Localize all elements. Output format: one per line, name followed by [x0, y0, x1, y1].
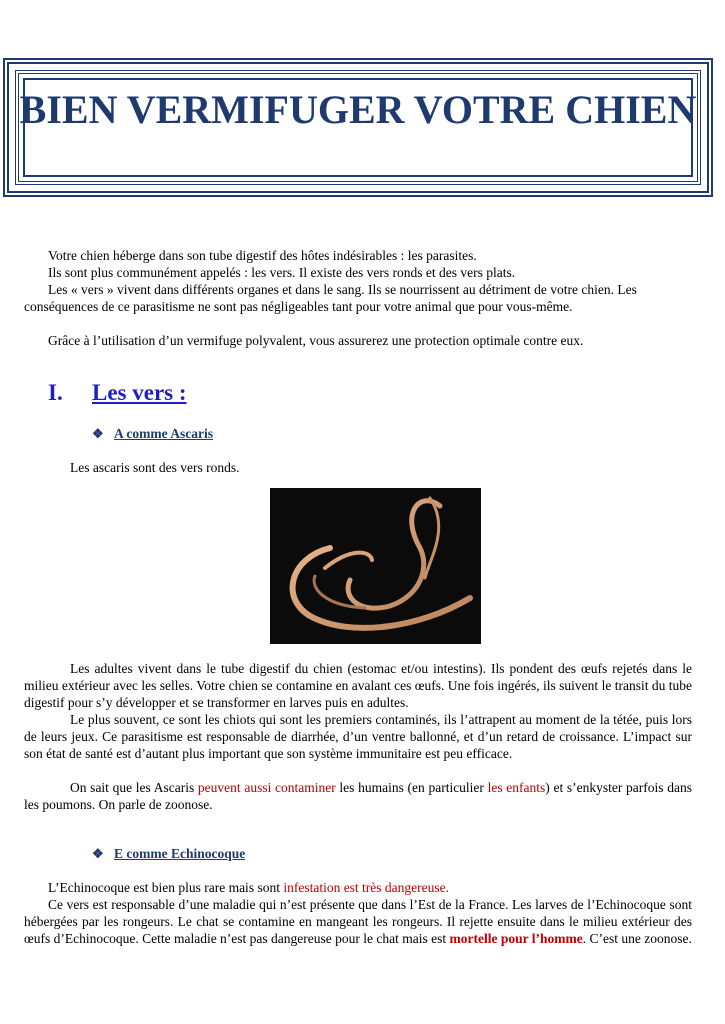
ascaris-paragraph-4 [24, 779, 692, 813]
subheading-ascaris [92, 426, 213, 442]
page-title: BIEN VERMIFUGER VOTRE CHIEN [19, 87, 697, 132]
ascaris-p4-highlight-2: les enfants [487, 780, 546, 795]
echino-p2-highlight: mortelle pour l’homme [449, 931, 583, 946]
ascaris-worms-photo [270, 488, 481, 644]
ascaris-paragraph-3: Le plus souvent, ce sont les chiots qui sont les premiers contaminés, ils l’attrapent au moment de la tétée, puis lors de leurs jeux. Ce parasitisme est responsable de diarrhée, d’un ventre ballonné, et d’un retard de croissance. L’impact sur son état de santé est d’autant plus important que son système immunitaire est peu efficace. [24, 712, 692, 761]
intro-line-3: Les « vers » vivent dans différents organes et dans le sang. Ils se nourrissent au détriment de votre chien. Les conséquences de ce parasitisme ne sont pas négligeables tant pour votre animal que pour vous-même. [24, 282, 637, 314]
echino-p1-highlight: infestation est très dangereuse. [283, 880, 450, 895]
section-heading-les-vers [48, 380, 187, 406]
worms-illustration [270, 488, 481, 644]
subheading-ascaris-label: A comme Ascaris [114, 426, 213, 441]
diamond-bullet-icon: ❖ [92, 846, 104, 861]
ascaris-p4-highlight-1: peuvent aussi contaminer [197, 780, 336, 795]
ascaris-p4-text-c: ) et s’enkyster parfois dans les poumons. On parle de zoonose. [24, 780, 692, 812]
intro-paragraph-2: Grâce à l’utilisation d’un vermifuge polyvalent, vous assurerez une protection optimale contre eux. [48, 333, 584, 348]
section-label: Les vers : [92, 380, 187, 405]
ascaris-intro: Les ascaris sont des vers ronds. [70, 460, 240, 475]
ascaris-p4-text-a: On sait que les Ascaris [70, 780, 198, 795]
echino-paragraph-2 [24, 896, 692, 947]
title-frame [3, 58, 713, 197]
ascaris-paragraph-2: Les adultes vivent dans le tube digestif du chien (estomac et/ou intestins). Ils pondent des œufs rejetés dans le milieu extérieur avec les selles. Votre chien se contamine en avalant ces œufs. Une fois ingérés, ils suivent le transit du tube digestif pour s’y développer et se transformer en larves puis en adultes. [24, 661, 692, 710]
ascaris-p4-text-b: les humains (en particulier [335, 780, 488, 795]
echino-p1-text: L’Echinocoque est bien plus rare mais sont [48, 880, 284, 895]
echino-p2-text-a: Ce vers est responsable d’une maladie qui n’est présente que dans l’Est de la France. Les larves de l’Echinocoque sont hébergées par les rongeurs. Le chat se contamine en mangeant les rongeurs. Il rejette ensuite dans le milieu extérieur des œufs d’Echinocoque. Cette maladie n’est pas dangereuse pour le chat mais est [24, 897, 692, 946]
subheading-echinocoque-label: E comme Echinocoque [114, 846, 246, 861]
intro-line-1: Votre chien héberge dans son tube digestif des hôtes indésirables : les parasites. [48, 248, 477, 263]
echino-p2-text-c: . C’est une zoonose. [582, 931, 692, 946]
echino-paragraph-1 [48, 879, 449, 896]
intro-line-2: Ils sont plus communément appelés : les vers. Il existe des vers ronds et des vers plats. [48, 265, 516, 280]
section-number: I. [48, 380, 63, 405]
diamond-bullet-icon: ❖ [92, 426, 104, 441]
subheading-echinocoque [92, 846, 245, 862]
